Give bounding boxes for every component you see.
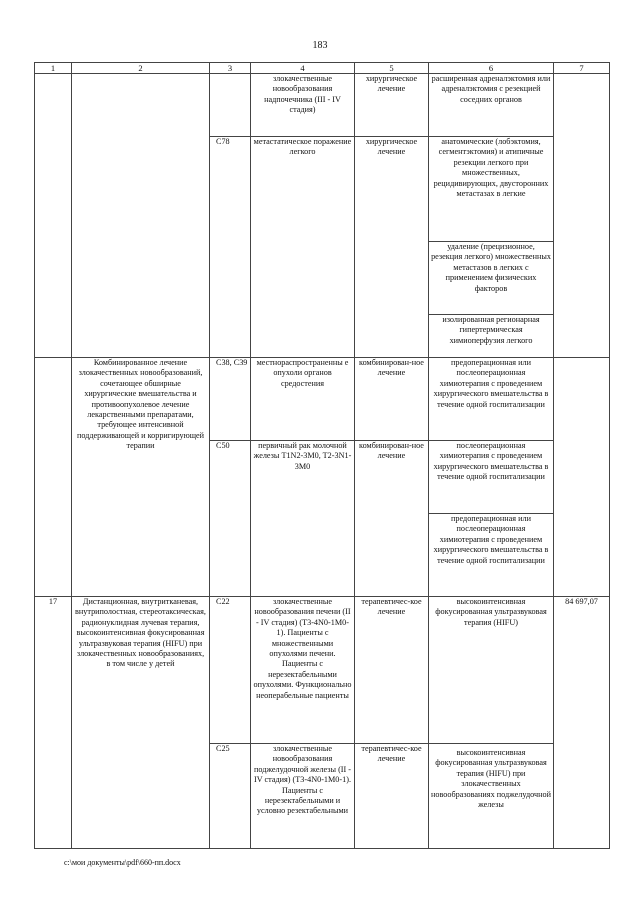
cell-empty <box>35 74 72 358</box>
cell-empty <box>35 358 72 597</box>
cell-icd <box>210 74 251 137</box>
cell-service-name: Комбинированное лечение злокачественных новообразований, сочетающее обширные хирургические вмешательства и противоопухолевое лечение лекарственными препаратами, требующее интенсивной поддерживающей и корригирующей терапии <box>72 358 210 597</box>
cell-treatment-type: комбинирован-ное лечение <box>355 358 429 441</box>
cell-treatment-type: хирургическое лечение <box>355 74 429 137</box>
cell-method: послеоперационная химиотерапия с проведением хирургического вмешательства в течение одной госпитализации <box>429 441 554 514</box>
cell-method: предоперационная или послеоперационная химиотерапия с проведением хирургического вмешательства в течение одной госпитализации <box>429 358 554 441</box>
cell-diagnosis: злокачественные новообразования печени (II - IV стадия) (T3-4N0-1M0-1). Пациенты с множественными опухолями печени. Пациенты с нерезектабельными опухолями. Функционально неоперабельные пациенты <box>251 597 355 744</box>
table-row <box>35 358 610 441</box>
header-cell: 5 <box>355 63 429 74</box>
cell-method: изолированная регионарная гипертермическая химиоперфузия легкого <box>429 315 554 358</box>
cell-icd: C25 <box>210 744 251 849</box>
cell-icd: C38, C39 <box>210 358 251 441</box>
cell-diagnosis: первичный рак молочной железы T1N2-3M0, T2-3N1-3M0 <box>251 441 355 597</box>
cell-treatment-type: терапевтичес-кое лечение <box>355 744 429 849</box>
cell-empty <box>554 358 610 597</box>
cell-icd: C78 <box>210 137 251 358</box>
cell-icd: C50 <box>210 441 251 597</box>
header-row <box>35 63 610 74</box>
cell-method: удаление (прецизионное, резекция легкого) множественных метастазов в легких с применением физических факторов <box>429 242 554 315</box>
cell-treatment-type: терапевтичес-кое лечение <box>355 597 429 744</box>
cell-diagnosis: злокачественные новообразования поджелудочной железы (II - IV стадия) (T3-4N0-1M0-1). Пациенты с нерезектабельными и условно резектабельными <box>251 744 355 849</box>
header-cell: 4 <box>251 63 355 74</box>
cell-empty <box>72 74 210 358</box>
cell-empty <box>554 74 610 358</box>
file-path-footer: c:\мои документы\pdf\660-пп.docx <box>64 858 181 867</box>
cell-method: высокоинтенсивная фокусированная ультразвуковая терапия (HIFU) при злокачественных новообразованиях поджелудочной железы <box>429 744 554 849</box>
header-cell: 1 <box>35 63 72 74</box>
cell-method: расширенная адреналэктомия или адреналэктомия с резекцией соседних органов <box>429 74 554 137</box>
table-row <box>35 74 610 137</box>
cell-diagnosis: метастатическое поражение легкого <box>251 137 355 358</box>
cell-treatment-type: комбинирован-ное лечение <box>355 441 429 597</box>
cell-diagnosis: местнораспространенны е опухоли органов средостения <box>251 358 355 441</box>
header-cell: 2 <box>72 63 210 74</box>
cell-method: анатомические (лобэктомия, сегментэктомия) и атипичные резекции легкого при множественных, рецидивирующих, двусторонних метастазах в легкие <box>429 137 554 242</box>
header-cell: 3 <box>210 63 251 74</box>
cell-treatment-type: хирургическое лечение <box>355 137 429 358</box>
table-row <box>35 597 610 744</box>
cell-number: 17 <box>35 597 72 849</box>
cell-method: высокоинтенсивная фокусированная ультразвуковая терапия (HIFU) <box>429 597 554 744</box>
cell-cost: 84 697,07 <box>554 597 610 849</box>
cell-diagnosis: злокачественные новообразования надпочечника (III - IV стадия) <box>251 74 355 137</box>
cell-icd: C22 <box>210 597 251 744</box>
cell-service-name: Дистанционная, внутритканевая, внутриполостная, стереотаксическая, радионуклидная лучевая терапия, высокоинтенсивная фокусированная ультразвуковая терапия (HIFU) при злокачественных новообразованиях, в том числе у детей <box>72 597 210 849</box>
cell-method: предоперационная или послеоперационная химиотерапия с проведением хирургического вмешательства в течение одной госпитализации <box>429 514 554 597</box>
page-number: 183 <box>312 40 328 51</box>
header-cell: 6 <box>429 63 554 74</box>
treatment-table <box>34 62 610 849</box>
header-cell: 7 <box>554 63 610 74</box>
